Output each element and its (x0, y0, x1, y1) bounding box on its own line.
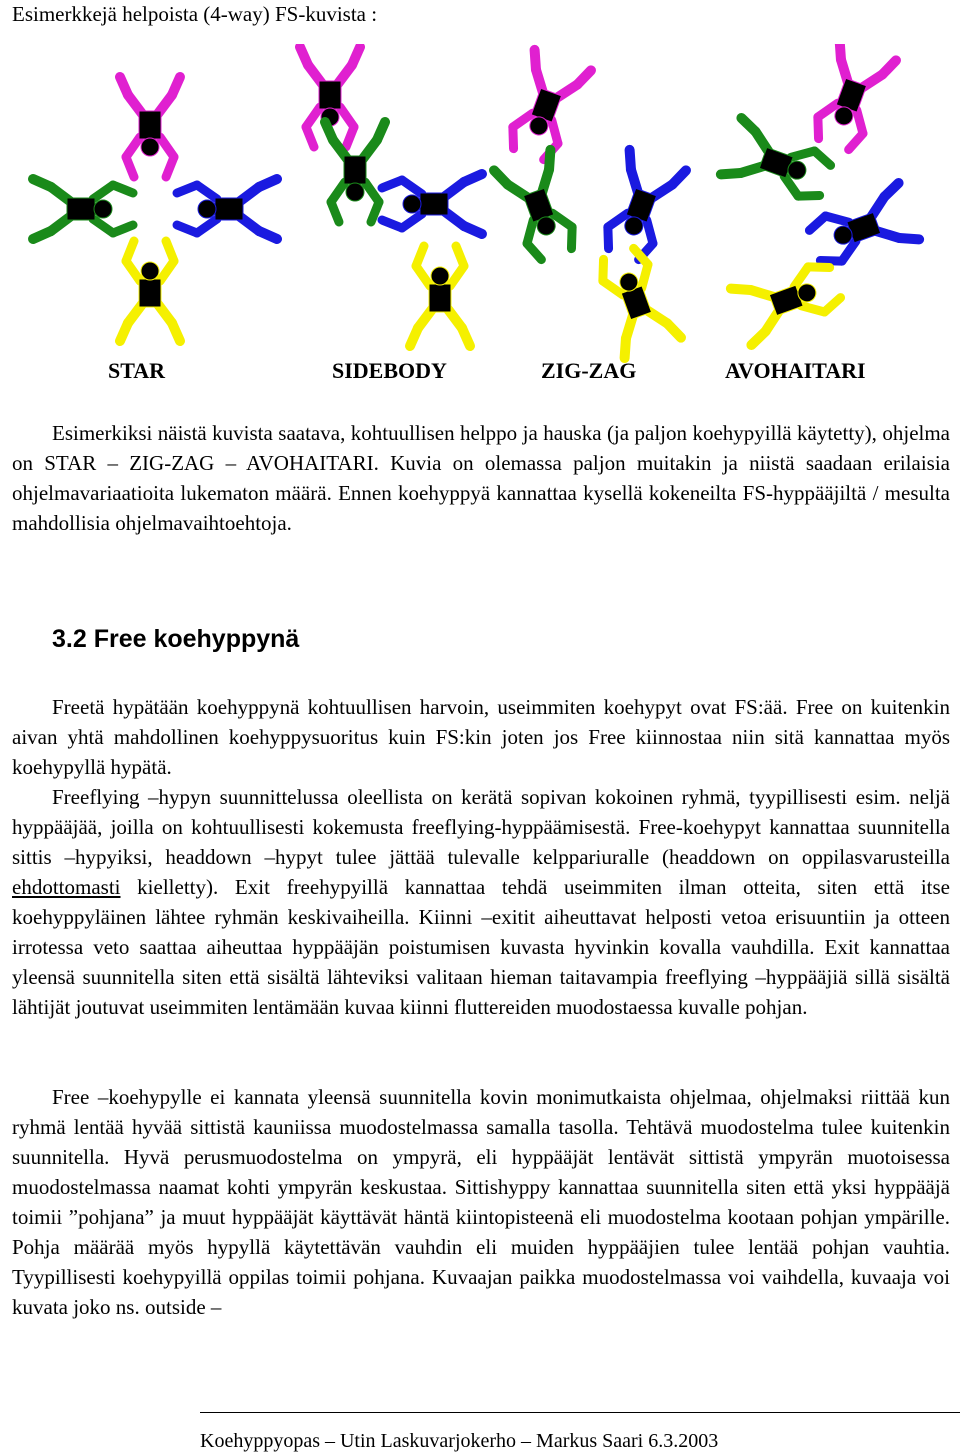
sidebody-figure (300, 47, 482, 346)
paragraph-2-text-b: kielletty). Exit freehypyillä kannattaa tehdä useimmiten ilman otteita, siten että itse koehyppyläinen lähtee ryhmän keskivaiheilla. Kiinni –exitit aiheuttavat helposti vetoa erisuuntiin ja otteen irrotessa veto saattaa aiheuttaa hyppääjän poistumisen kuvasta hyvinkin kovalla vauhdilla. Exit kannattaa yleensä suunnitella siten että sisältä lähteviksi valitaan hieman taitavampia freeflying –hyppääjiä sillä sisältä lähtijät joutuvat useimmiten lentämään kuvaa kiinni fluttereiden muodostaessa kuvalle pohjan. (12, 875, 950, 1019)
star-figure (33, 77, 277, 341)
page-heading: Esimerkkejä helpoista (4-way) FS-kuvista : (12, 2, 378, 26)
formation-figures (0, 44, 960, 364)
label-avohaitari: AVOHAITARI (725, 358, 866, 383)
green-jumper (33, 179, 133, 239)
intro-paragraph: Esimerkiksi näistä kuvista saatava, kohtuullisen helppo ja hauska (ja paljon koehypyillä käytetty), ohjelma on STAR – ZIG-ZAG – AVOHAITARI. Kuvia on olemassa paljon muitakin ja niistä saadaan erilaisia ohjelmavariaatioita lukematon määrä. Ennen koehyppyä kannattaa kysellä kokeneilta FS-hyppääjiltä / mesulta mahdollisia ohjelmavaihtoehtoja. (12, 421, 950, 535)
yellow-jumper (731, 254, 845, 345)
page-footer: Koehyppyopas – Utin Laskuvarjokerho – Markus Saari 6.3.2003 (200, 1430, 719, 1452)
yellow-jumper (410, 246, 470, 346)
magenta-jumper (120, 77, 180, 177)
blue-jumper (595, 150, 686, 264)
avohaitari-figure (721, 44, 919, 345)
section-paragraph-2 (12, 782, 950, 1022)
label-star: STAR (108, 358, 166, 383)
blue-jumper (177, 179, 277, 239)
magenta-jumper (805, 44, 896, 154)
green-jumper (325, 122, 385, 222)
label-zigzag: ZIG-ZAG (541, 358, 637, 383)
zigzag-figure (494, 50, 686, 358)
yellow-jumper (120, 241, 180, 341)
blue-jumper (382, 174, 482, 234)
magenta-jumper (500, 50, 591, 164)
green-jumper (494, 150, 585, 264)
section-paragraph-1: Freetä hypätään koehyppynä kohtuullisen harvoin, useimmiten koehypyt ovat FS:ää. Free on kuitenkin aivan yhtä mahdollinen koehyppysuoritus kuin FS:kin joten jos Free kiinnostaa niin sitä kannattaa myös koehypyllä hypätä. (12, 695, 950, 779)
label-sidebody: SIDEBODY (332, 358, 447, 383)
section-paragraph-3: Free –koehypylle ei kannata yleensä suunnitella kovin monimutkaista ohjelmaa, ohjelmaksi riittää kun ryhmä lentää hyvää sittistä kauniissa muodostelmassa samalla tasolla. Tehtävä muodostelma tulee kuitenkin suunnitella. Hyvä perusmuodostelma on ympyrä, eli hyppääjät lentävät sittistä ympyrän muotoisessa muodostelmassa naamat kohti ympyrän keskustaa. Sittishyppy kannattaa suunnitella siten että yksi hyppääjä toimii ”pohjana” ja muut hyppääjät käyttävät häntä kiintopisteenä eli muodostelma kootaan pohjan ympärille. Pohja määrää myös hypyllä käytettävän vauhdin eli muiden hyppääjien tulee lentää pohjan vauhtia. Tyypillisesti koehypyillä oppilas toimii pohjana. Kuvaajan paikka muodostelmassa voi vaihdella, kuvaaja voi kuvata joko ns. outside – (12, 1085, 950, 1319)
section-title: 3.2 Free koehyppynä (52, 625, 300, 653)
footer-divider (200, 1412, 960, 1413)
paragraph-2-text-a: Freeflying –hypyn suunnittelussa oleellista on kerätä sopivan kokoinen ryhmä, tyypillisesti esim. neljä hyppääjää, joilla on kohtuullisesti kokemusta freeflying-hyppäämisestä. Free-koehypyt kannattaa suunnitella sittis –hypyiksi, headdown –hypyt tulee jättää tulevalle kelppariuralle (headdown on oppilasvarusteilla (12, 785, 950, 869)
underlined-word: ehdottomasti (12, 875, 121, 899)
